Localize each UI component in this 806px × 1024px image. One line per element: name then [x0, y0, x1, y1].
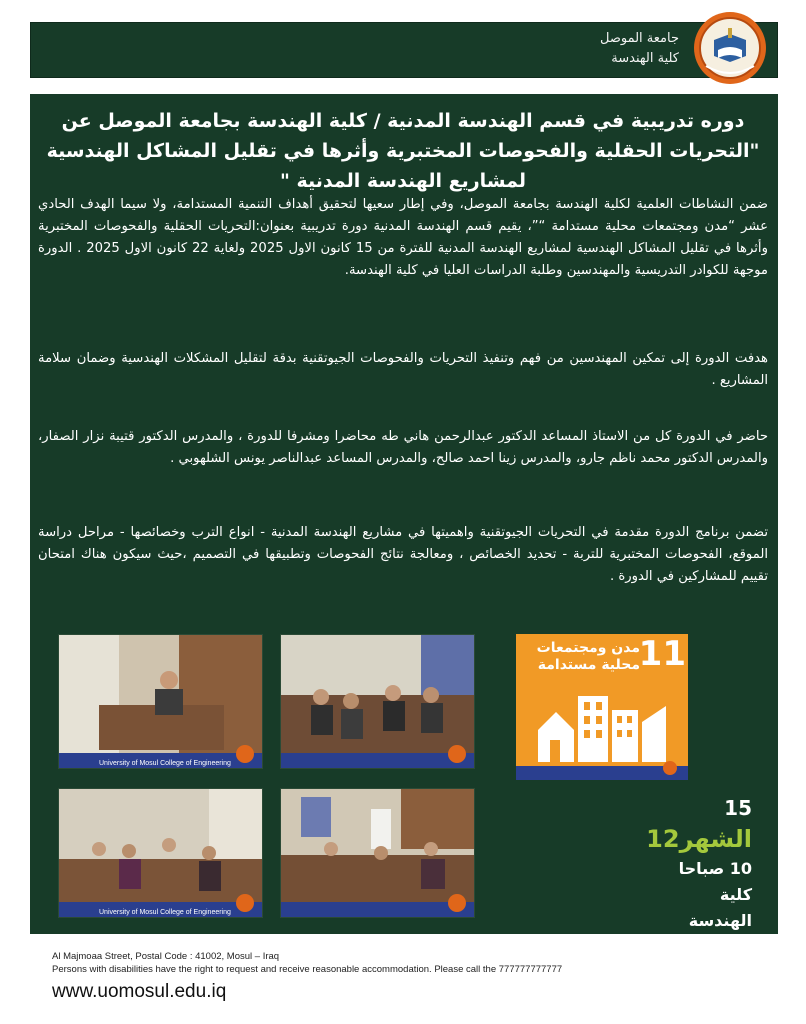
university-name: جامعة الموصل: [599, 31, 679, 46]
sdg-title: مدن ومجتمعات محلية مستدامة: [536, 640, 640, 673]
photo-audience-front: [280, 634, 475, 769]
paragraph-lecturers: حاضر في الدورة كل من الاستاذ المساعد الدكتور عبدالرحمن هاني طه محاضرا ومشرفا للدورة ، والمدرس الدكتور قتيبة نزار الصفار، والمدرس الدكتور محمد ناظم جارو، والمدرس زينا احمد صالح، والمدرس المساعد عبدالناصر يونس الشلهوبي .: [38, 429, 768, 466]
event-month: [646, 822, 752, 856]
college-name: كلية الهندسة: [611, 51, 679, 66]
event-place: كلية الهندسة: [688, 885, 752, 930]
event-time: 10 صباحا: [678, 859, 752, 878]
city-buildings-icon: [516, 634, 688, 780]
event-month-number: 12: [646, 825, 680, 853]
photo-lecturer: [58, 634, 263, 769]
paragraph-program: تضمن برنامج الدورة مقدمة في التحريات الجيوتقنية واهميتها في مشاريع الهندسة المدنية - انواع الترب وخصائصها - مراحل دراسة الموقع، الفحوصات المختبرية للتربة - تحديد الخصائص ، ومعالجة نتائج الفحوصات وتطبيقها في التصميم ،حيث سيكون هناك امتحان تقييم للمشاركين في الدورة .: [38, 525, 768, 584]
event-day: 15: [724, 796, 752, 820]
event-date-block: [646, 794, 752, 934]
event-month-label: الشهر: [679, 825, 752, 853]
paragraph-goal: هدفت الدورة إلى تمكين المهندسين من فهم وتنفيذ التحريات والفحوصات الجيوتقنية بدقة لتقليل المشكلات الهندسية وضمان سلامة المشاريع .: [38, 351, 768, 388]
photo-audience-side: [280, 788, 475, 918]
article-title: دوره تدريبية في قسم الهندسة المدنية / كلية الهندسة بجامعة الموصل عن "التحريات الحقلية والفحوصات المختبرية وأثرها في تقليل المشاكل الهندسية لمشاريع الهندسة المدنية ": [46, 110, 760, 192]
paragraph-intro: ضمن النشاطات العلمية لكلية الهندسة بجامعة الموصل، وفي إطار سعيها لتحقيق أهداف التنمية المستدامة، ولا سيما الهدف الحادي عشر “مدن ومجتمعات محلية مستدامة “”، يقيم قسم الهندسة المدنية دورة تدريبية بعنوان:التحريات الحقلية والفحوصات المختبرية وأثرها في تقليل المشاكل الهندسية لمشاريع الهندسة المدنية للفترة من 15 كانون الاول 2025 ولغاية 22 كانون الاول 2025 . الدورة موجهة للكوادر التدريسية والمهندسين وطلبة الدراسات العليا في كلية الهندسة.: [38, 197, 768, 278]
photo-caption: University of Mosul College of Engineering: [99, 909, 231, 916]
header-text: [600, 29, 679, 69]
photo-audience-wide: [58, 788, 263, 918]
photo-caption: University of Mosul College of Engineering: [99, 760, 231, 767]
sdg-number: 11: [638, 634, 686, 674]
sdg-11-tile: [516, 634, 688, 780]
article-panel: [30, 94, 778, 934]
footer-address: Al Majmoaa Street, Postal Code : 41002, Mosul – Iraq: [52, 951, 280, 962]
footer-accessibility-note: Persons with disabilities have the right to request and receive reasonable accommodation. Please call the 777777777777: [52, 964, 563, 975]
header-bar: [30, 22, 778, 78]
university-seal-icon: [692, 10, 768, 86]
footer-website-link[interactable]: www.uomosul.edu.iq: [52, 981, 227, 1002]
